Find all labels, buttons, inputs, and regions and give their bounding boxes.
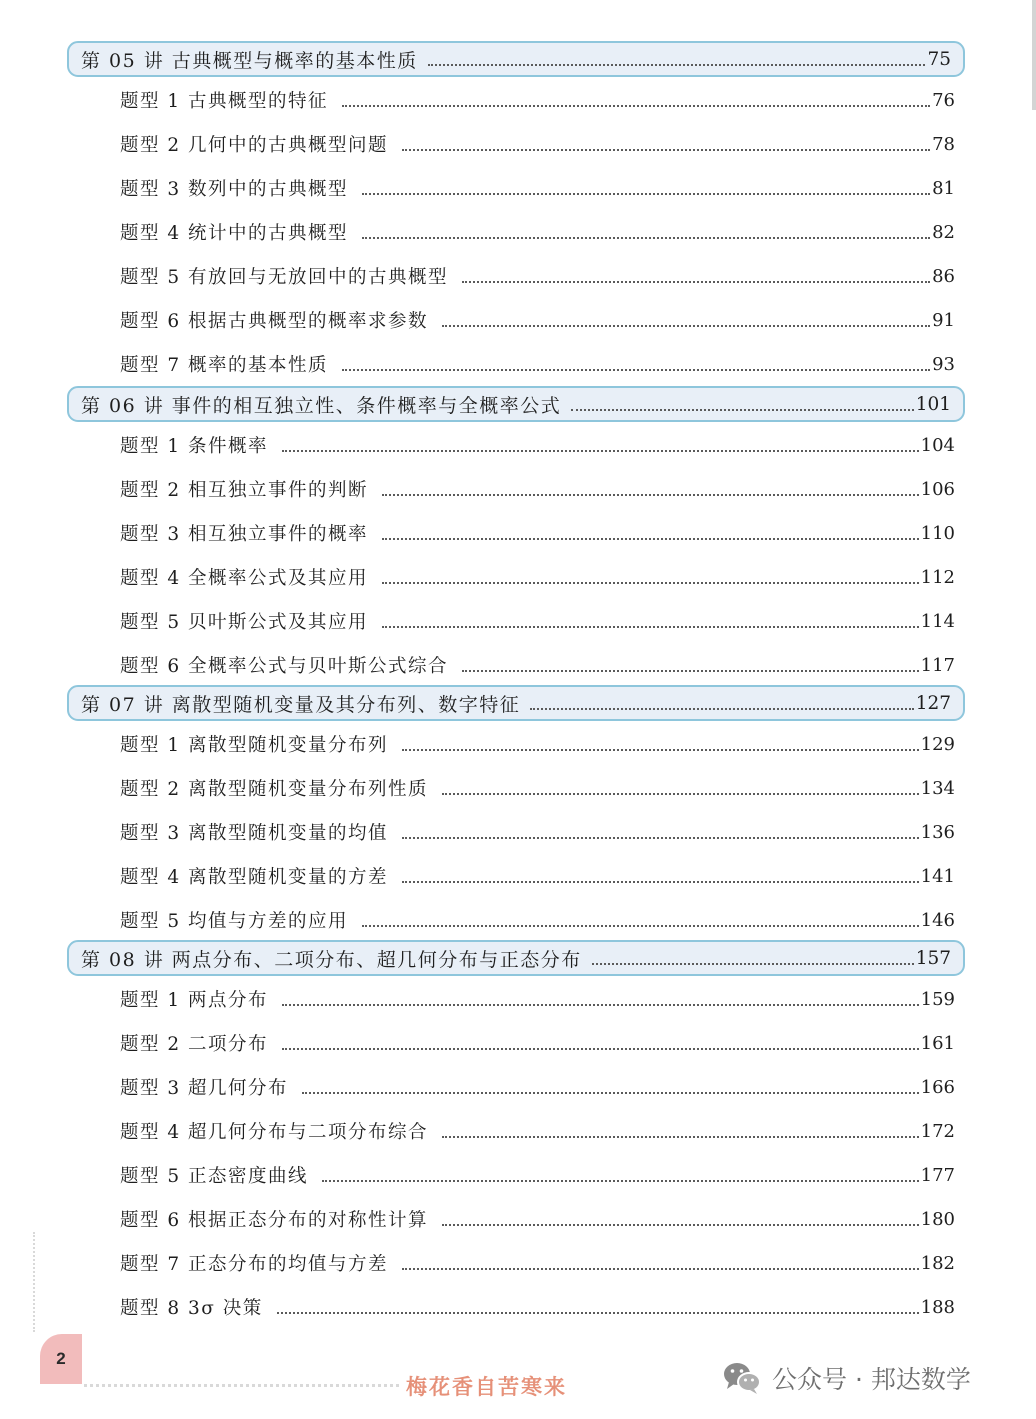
section-title: 题型 3 相互独立事件的概率 — [120, 524, 369, 545]
section-title: 题型 1 两点分布 — [120, 990, 269, 1011]
decorative-dotted-line-horizontal — [84, 1384, 399, 1387]
section-title: 题型 3 离散型随机变量的均值 — [120, 823, 389, 844]
section-title: 题型 5 贝叶斯公式及其应用 — [120, 612, 369, 633]
section-page-number: 112 — [920, 566, 955, 588]
dot-leader — [402, 881, 919, 883]
section-row[interactable] — [120, 217, 955, 247]
section-title: 题型 6 根据正态分布的对称性计算 — [120, 1210, 429, 1231]
section-row[interactable] — [120, 349, 955, 379]
page-number-tab — [40, 1334, 82, 1384]
section-row[interactable] — [120, 562, 955, 592]
section-page-number: 117 — [920, 654, 955, 676]
dot-leader — [402, 149, 930, 151]
dot-leader — [342, 369, 930, 371]
dot-leader — [442, 325, 930, 327]
section-page-number: 146 — [920, 909, 955, 931]
section-title: 题型 1 古典概型的特征 — [120, 91, 329, 112]
section-row[interactable] — [120, 606, 955, 636]
section-title: 题型 5 均值与方差的应用 — [120, 911, 349, 932]
chapter-title: 第 05 讲 古典概型与概率的基本性质 — [81, 49, 418, 72]
section-title: 题型 4 离散型随机变量的方差 — [120, 867, 389, 888]
dot-leader — [382, 582, 919, 584]
chapter-title: 第 08 讲 两点分布、二项分布、超几何分布与正态分布 — [81, 948, 582, 971]
section-page-number: 182 — [920, 1252, 955, 1274]
section-page-number: 166 — [920, 1076, 955, 1098]
section-row[interactable] — [120, 1204, 955, 1234]
dot-leader — [442, 1224, 919, 1226]
section-row[interactable] — [120, 817, 955, 847]
section-page-number: 141 — [920, 865, 955, 887]
page-number: 2 — [56, 1349, 66, 1368]
dot-leader — [571, 409, 913, 411]
section-title: 题型 4 超几何分布与二项分布综合 — [120, 1122, 429, 1143]
section-title: 题型 2 离散型随机变量分布列性质 — [120, 779, 429, 800]
section-page-number: 81 — [932, 177, 955, 199]
watermark — [722, 1356, 971, 1400]
section-row[interactable] — [120, 1248, 955, 1278]
dot-leader — [462, 281, 930, 283]
dot-leader — [428, 64, 926, 66]
dot-leader — [362, 193, 930, 195]
dot-leader — [302, 1092, 919, 1094]
section-title: 题型 2 二项分布 — [120, 1034, 269, 1055]
chapter-row[interactable] — [67, 41, 965, 77]
section-title: 题型 3 数列中的古典概型 — [120, 179, 349, 200]
wechat-icon — [722, 1361, 762, 1395]
chapter-page-number: 101 — [915, 393, 951, 415]
section-title: 题型 2 几何中的古典概型问题 — [120, 135, 389, 156]
dot-leader — [282, 450, 919, 452]
footer-motto: 梅花香自苦寒来 — [406, 1374, 567, 1399]
section-row[interactable] — [120, 650, 955, 680]
section-page-number: 172 — [920, 1120, 955, 1142]
decorative-dotted-line-vertical — [33, 1232, 39, 1332]
section-title: 题型 3 超几何分布 — [120, 1078, 289, 1099]
section-row[interactable] — [120, 129, 955, 159]
section-row[interactable] — [120, 305, 955, 335]
dot-leader — [402, 1268, 919, 1270]
section-title: 题型 4 统计中的古典概型 — [120, 223, 349, 244]
dot-leader — [362, 925, 919, 927]
dot-leader — [322, 1180, 919, 1182]
dot-leader — [402, 749, 919, 751]
section-page-number: 114 — [920, 610, 955, 632]
dot-leader — [362, 237, 930, 239]
dot-leader — [382, 494, 919, 496]
section-page-number: 110 — [920, 522, 955, 544]
chapter-row[interactable] — [67, 386, 965, 422]
section-row[interactable] — [120, 984, 955, 1014]
dot-leader — [592, 963, 914, 965]
section-row[interactable] — [120, 1160, 955, 1190]
dot-leader — [282, 1004, 919, 1006]
section-title: 题型 1 离散型随机变量分布列 — [120, 735, 389, 756]
chapter-row[interactable] — [67, 940, 965, 976]
section-page-number: 134 — [920, 777, 955, 799]
section-row[interactable] — [120, 773, 955, 803]
watermark-text: 公众号 · 邦达数学 — [772, 1365, 971, 1394]
section-row[interactable] — [120, 905, 955, 935]
dot-leader — [402, 837, 919, 839]
section-title: 题型 4 全概率公式及其应用 — [120, 568, 369, 589]
section-title: 题型 7 正态分布的均值与方差 — [120, 1254, 389, 1275]
section-row[interactable] — [120, 430, 955, 460]
section-title: 题型 6 全概率公式与贝叶斯公式综合 — [120, 656, 449, 677]
chapter-page-number: 157 — [915, 947, 951, 969]
section-row[interactable] — [120, 1116, 955, 1146]
section-row[interactable] — [120, 1028, 955, 1058]
dot-leader — [442, 1136, 919, 1138]
section-title: 题型 5 正态密度曲线 — [120, 1166, 309, 1187]
chapter-title: 第 07 讲 离散型随机变量及其分布列、数字特征 — [81, 693, 521, 716]
section-page-number: 93 — [932, 353, 955, 375]
section-row[interactable] — [120, 518, 955, 548]
section-page-number: 129 — [920, 733, 955, 755]
chapter-row[interactable] — [67, 685, 965, 721]
section-page-number: 78 — [932, 133, 955, 155]
section-page-number: 91 — [932, 309, 955, 331]
section-row[interactable] — [120, 1072, 955, 1102]
section-page-number: 180 — [920, 1208, 955, 1230]
chapter-page-number: 127 — [915, 692, 951, 714]
dot-leader — [277, 1312, 919, 1314]
section-page-number: 82 — [932, 221, 955, 243]
section-row[interactable] — [120, 1292, 955, 1322]
dot-leader — [342, 105, 930, 107]
dot-leader — [382, 626, 919, 628]
dot-leader — [462, 670, 919, 672]
chapter-title: 第 06 讲 事件的相互独立性、条件概率与全概率公式 — [81, 394, 562, 417]
section-title: 题型 8 3σ 决策 — [120, 1298, 263, 1319]
section-page-number: 161 — [920, 1032, 955, 1054]
section-row[interactable] — [120, 861, 955, 891]
section-page-number: 159 — [920, 988, 955, 1010]
section-row[interactable] — [120, 474, 955, 504]
section-page-number: 104 — [920, 434, 955, 456]
section-page-number: 76 — [932, 89, 955, 111]
section-title: 题型 2 相互独立事件的判断 — [120, 480, 369, 501]
section-page-number: 106 — [920, 478, 955, 500]
section-row[interactable] — [120, 261, 955, 291]
dot-leader — [382, 538, 919, 540]
section-page-number: 177 — [920, 1164, 955, 1186]
chapter-page-number: 75 — [927, 48, 951, 70]
section-title: 题型 5 有放回与无放回中的古典概型 — [120, 267, 449, 288]
section-page-number: 188 — [920, 1296, 955, 1318]
section-row[interactable] — [120, 85, 955, 115]
section-page-number: 136 — [920, 821, 955, 843]
section-row[interactable] — [120, 729, 955, 759]
section-row[interactable] — [120, 173, 955, 203]
dot-leader — [530, 708, 913, 710]
dot-leader — [282, 1048, 919, 1050]
section-title: 题型 1 条件概率 — [120, 436, 269, 457]
dot-leader — [442, 793, 919, 795]
section-title: 题型 6 根据古典概型的概率求参数 — [120, 311, 429, 332]
section-page-number: 86 — [932, 265, 955, 287]
section-title: 题型 7 概率的基本性质 — [120, 355, 329, 376]
